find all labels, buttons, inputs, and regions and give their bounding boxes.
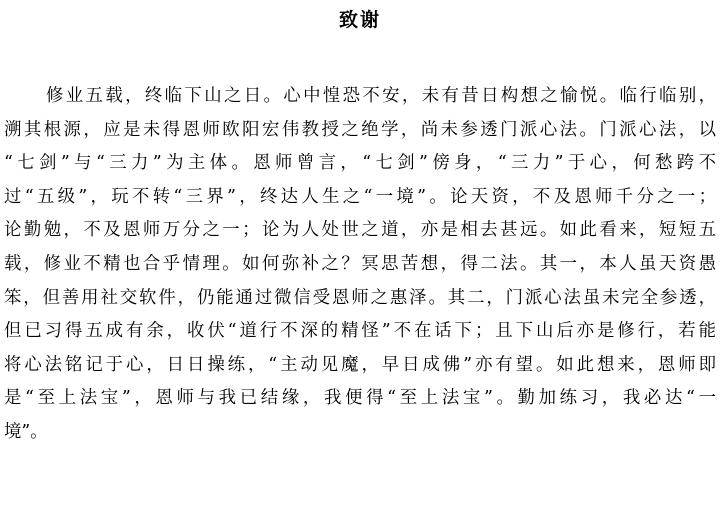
- paragraph-line-8: 但已习得五成有余，收伏“道行不深的精怪”不在话下；且下山后亦是修行，若能: [4, 321, 716, 342]
- page-title: 致谢: [338, 9, 381, 31]
- paragraph-line-1: 修业五载，终临下山之日。心中惶恐不安，未有昔日构想之愉悦。临行临别，: [46, 86, 716, 106]
- paragraph-line-5: 论勤勉，不及恩师万分之一；论为人处世之道，亦是相去甚远。如此看来，短短五: [4, 220, 716, 241]
- paragraph-line-6: 载，修业不精也合乎情理。如何弥补之？冥思苦想，得二法。其一，本人虽天资愚: [4, 253, 716, 274]
- paragraph-line-4: 过“五级”，玩不转“三界”，终达人生之“一境”。论天资，不及恩师千分之一；: [4, 186, 716, 207]
- paragraph-line-2: 溯其根源，应是未得恩师欧阳宏伟教授之绝学，尚未参透门派心法。门派心法，以: [4, 119, 716, 140]
- paragraph-line-10: 是“至上法宝”，恩师与我已结缘，我便得“至上法宝”。勤加练习，我必达“一: [4, 388, 716, 409]
- paragraph-line-7: 笨，但善用社交软件，仍能通过微信受恩师之惠泽。其二，门派心法虽未完全参透，: [4, 287, 716, 308]
- paragraph-line-3: “七剑”与“三力”为主体。恩师曾言，“七剑”傍身，“三力”于心，何愁跨不: [4, 153, 716, 174]
- paragraph-line-11: 境”。: [4, 421, 48, 442]
- paragraph-line-9: 将心法铭记于心，日日操练，“主动见魔，早日成佛”亦有望。如此想来，恩师即: [4, 354, 716, 375]
- acknowledgement-paragraph: [4, 80, 716, 450]
